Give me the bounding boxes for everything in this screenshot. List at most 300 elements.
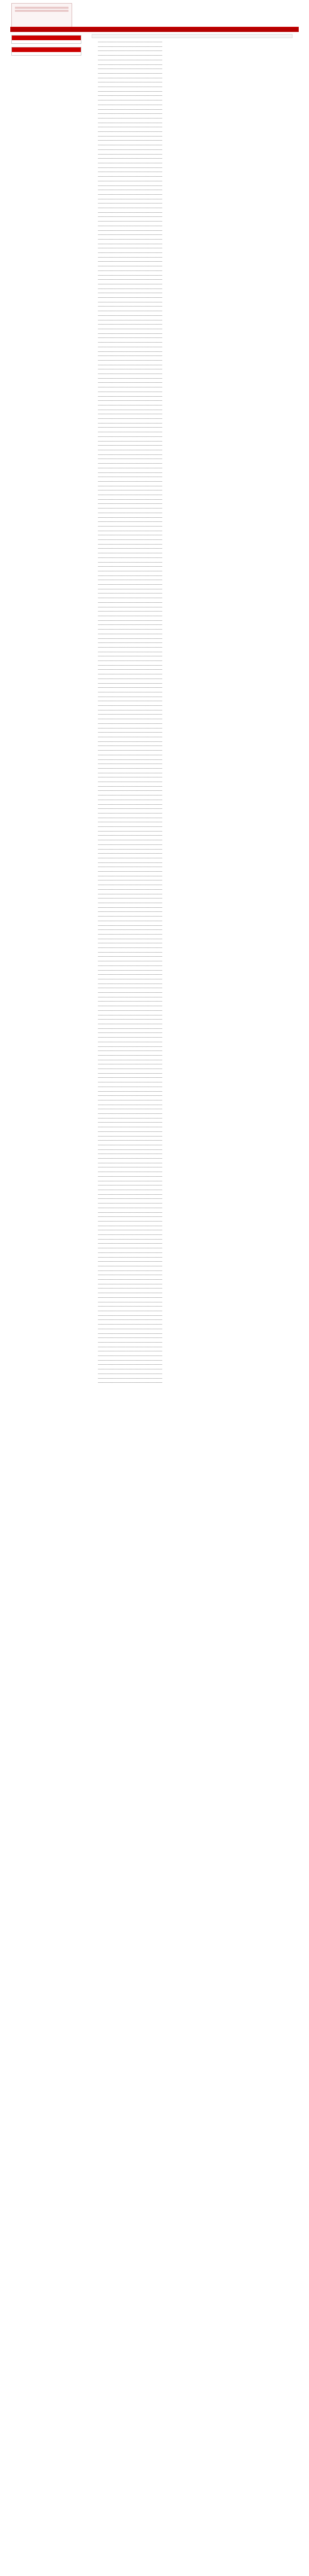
article-paragraph: ••••••••••••••••••••••••••••••••••••••••••••••••••••••••••• [98,722,163,725]
article-paragraph: ••••••••••••••••••••••••••••••••••••••••••••••••••••••••••• [98,1310,163,1312]
article-paragraph: ••••••••••••••••••••••••••••••••••••••••••••••••••••••••••• [98,1265,163,1267]
article-paragraph: ••••••••••••••••••••••••••••••••••••••••••••••••••••••••••• [98,556,163,559]
article-paragraph: ••••••••••••••••••••••••••••••••••••••••••••••••••••••••••• [98,790,163,792]
article-paragraph: ••••••••••••••••••••••••••••••••••••••••••••••••••••••••••• [98,306,163,308]
article-paragraph: ••••••••••••••••••••••••••••••••••••••••••••••••••••••••••• [98,772,163,774]
article-paragraph: ••••••••••••••••••••••••••••••••••••••••••••••••••••••••••• [98,871,163,873]
article-paragraph: ••••••••••••••••••••••••••••••••••••••••••••••••••••••••••• [98,431,163,434]
article-paragraph: ••••••••••••••••••••••••••••••••••••••••••••••••••••••••••• [98,808,163,810]
article-paragraph: ••••••••••••••••••••••••••••••••••••••••••••••••••••••••••• [98,857,163,859]
article-paragraph: ••••••••••••••••••••••••••••••••••••••••••••••••••••••••••• [98,574,163,577]
article-paragraph: ••••••••••••••••••••••••••••••••••••••••••••••••••••••••••• [98,364,163,366]
article-paragraph: ••••••••••••••••••••••••••••••••••••••••••••••••••••••••••• [98,1126,163,1129]
article-paragraph: ••••••••••••••••••••••••••••••••••••••••••••••••••••••••••• [98,902,163,904]
article-paragraph: ••••••••••••••••••••••••••••••••••••••••••••••••••••••••••• [98,1059,163,1061]
article-paragraph: ••••••••••••••••••••••••••••••••••••••••••••••••••••••••••• [98,279,163,281]
article-paragraph: ••••••••••••••••••••••••••••••••••••••••••••••••••••••••••• [98,427,163,429]
article-paragraph: ••••••••••••••••••••••••••••••••••••••••••••••••••••••••••• [98,332,163,335]
article-paragraph: ••••••••••••••••••••••••••••••••••••••••••••••••••••••••••• [98,561,163,564]
article-paragraph: ••••••••••••••••••••••••••••••••••••••••••••••••••••••••••• [98,879,163,882]
article-paragraph: ••••••••••••••••••••••••••••••••••••••••••••••••••••••••••• [98,1045,163,1048]
article-paragraph: ••••••••••••••••••••••••••••••••••••••••••••••••••••••••••• [98,1027,163,1030]
article-paragraph: ••••••••••••••••••••••••••••••••••••••••••••••••••••••••••• [98,153,163,156]
article-paragraph: ••••••••••••••••••••••••••••••••••••••••••••••••••••••••••• [98,1135,163,1138]
article-paragraph: ••••••••••••••••••••••••••••••••••••••••••••••••••••••••••• [98,669,163,671]
article-paragraph: ••••••••••••••••••••••••••••••••••••••••••••••••••••••••••• [98,471,163,474]
article-paragraph: ••••••••••••••••••••••••••••••••••••••••••••••••••••••••••• [98,494,163,497]
article-paragraph: ••••••••••••••••••••••••••••••••••••••••••••••••••••••••••• [98,1081,163,1084]
article-paragraph: ••••••••••••••••••••••••••••••••••••••••••••••••••••••••••• [98,252,163,255]
article-paragraph: ••••••••••••••••••••••••••••••••••••••••••••••••••••••••••• [98,400,163,402]
article-paragraph: ••••••••••••••••••••••••••••••••••••••••••••••••••••••••••• [98,826,163,828]
article-paragraph: ••••••••••••••••••••••••••••••••••••••••••••••••••••••••••• [98,1189,163,1191]
article-paragraph: ••••••••••••••••••••••••••••••••••••••••••••••••••••••••••• [98,740,163,743]
article-paragraph: ••••••••••••••••••••••••••••••••••••••••••••••••••••••••••• [98,95,163,97]
article-paragraph: ••••••••••••••••••••••••••••••••••••••••••••••••••••••••••• [98,171,163,174]
article-paragraph: ••••••••••••••••••••••••••••••••••••••••••••••••••••••••••• [98,714,163,716]
article-paragraph: ••••••••••••••••••••••••••••••••••••••••••••••••••••••••••• [98,1350,163,1353]
article-paragraph: ••••••••••••••••••••••••••••••••••••••••••••••••••••••••••• [98,861,163,864]
article-paragraph: ••••••••••••••••••••••••••••••••••••••••••••••••••••••••••• [98,449,163,451]
article-paragraph: ••••••••••••••••••••••••••••••••••••••••••••••••••••••••••• [98,122,163,124]
article-paragraph: ••••••••••••••••••••••••••••••••••••••••••••••••••••••••••• [98,1166,163,1169]
article-paragraph: ••••••••••••••••••••••••••••••••••••••••••••••••••••••••••• [98,691,163,693]
logo[interactable] [165,1,278,25]
article-paragraph: ••••••••••••••••••••••••••••••••••••••••••••••••••••••••••• [98,938,163,940]
nav-bar [10,28,299,32]
article-paragraph: ••••••••••••••••••••••••••••••••••••••••••••••••••••••••••• [98,629,163,631]
panel-1 [11,35,81,44]
date-bar [92,34,293,38]
panel-2-heading [12,47,81,52]
article-paragraph: ••••••••••••••••••••••••••••••••••••••••••••••••••••••••••• [98,673,163,676]
article-paragraph: ••••••••••••••••••••••••••••••••••••••••••••••••••••••••••• [98,418,163,420]
article-paragraph: ••••••••••••••••••••••••••••••••••••••••••••••••••••••••••• [98,292,163,295]
article-paragraph: ••••••••••••••••••••••••••••••••••••••••••••••••••••••••••• [98,516,163,519]
article-paragraph: ••••••••••••••••••••••••••••••••••••••••••••••••••••••••••• [98,1037,163,1039]
article-paragraph: ••••••••••••••••••••••••••••••••••••••••••••••••••••••••••• [98,696,163,698]
article-paragraph: ••••••••••••••••••••••••••••••••••••••••••••••••••••••••••• [98,597,163,600]
article-paragraph: ••••••••••••••••••••••••••••••••••••••••••••••••••••••••••• [98,1364,163,1366]
article-paragraph: ••••••••••••••••••••••••••••••••••••••••••••••••••••••••••• [98,1122,163,1124]
article-paragraph: ••••••••••••••••••••••••••••••••••••••••••••••••••••••••••• [98,355,163,358]
article-paragraph: ••••••••••••••••••••••••••••••••••••••••••••••••••••••••••• [98,1005,163,1008]
article-paragraph: ••••••••••••••••••••••••••••••••••••••••••••••••••••••••••• [98,117,163,120]
article-paragraph: ••••••••••••••••••••••••••••••••••••••••••••••••••••••••••• [98,274,163,277]
article-paragraph: ••••••••••••••••••••••••••••••••••••••••••••••••••••••••••• [98,758,163,761]
article-paragraph: ••••••••••••••••••••••••••••••••••••••••••••••••••••••••••• [98,763,163,766]
article-paragraph: ••••••••••••••••••••••••••••••••••••••••••••••••••••••••••• [98,189,163,192]
article-paragraph: ••••••••••••••••••••••••••••••••••••••••••••••••••••••••••• [98,1319,163,1321]
article-paragraph: ••••••••••••••••••••••••••••••••••••••••••••••••••••••••••• [98,458,163,461]
article-paragraph: ••••••••••••••••••••••••••••••••••••••••••••••••••••••••••• [98,543,163,546]
article-paragraph: ••••••••••••••••••••••••••••••••••••••••••••••••••••••••••• [98,767,163,770]
article-paragraph: ••••••••••••••••••••••••••••••••••••••••••••••••••••••••••• [98,682,163,685]
article-paragraph: ••••••••••••••••••••••••••••••••••••••••••••••••••••••••••• [98,50,163,53]
article-paragraph: ••••••••••••••••••••••••••••••••••••••••••••••••••••••••••• [98,1068,163,1071]
article-paragraph: ••••••••••••••••••••••••••••••••••••••••••••••••••••••••••• [98,1001,163,1003]
article-paragraph: ••••••••••••••••••••••••••••••••••••••••••••••••••••••••••• [98,606,163,608]
article-paragraph: ••••••••••••••••••••••••••••••••••••••••••••••••••••••••••• [98,342,163,344]
article-paragraph: ••••••••••••••••••••••••••••••••••••••••••••••••••••••••••• [98,287,163,290]
article-paragraph: ••••••••••••••••••••••••••••••••••••••••••••••••••••••••••• [98,745,163,748]
article-paragraph: ••••••••••••••••••••••••••••••••••••••••••••••••••••••••••• [98,1175,163,1178]
article-paragraph: ••••••••••••••••••••••••••••••••••••••••••••••••••••••••••• [98,81,163,84]
header [10,0,299,32]
article-paragraph: ••••••••••••••••••••••••••••••••••••••••••••••••••••••••••• [98,1269,163,1272]
article-paragraph: ••••••••••••••••••••••••••••••••••••••••••••••••••••••••••• [98,1274,163,1277]
article-paragraph: ••••••••••••••••••••••••••••••••••••••••••••••••••••••••••• [98,435,163,438]
article-paragraph: ••••••••••••••••••••••••••••••••••••••••••••••••••••••••••• [98,1054,163,1057]
article-paragraph: ••••••••••••••••••••••••••••••••••••••••••••••••••••••••••• [98,579,163,582]
article-paragraph: ••••••••••••••••••••••••••••••••••••••••••••••••••••••••••• [98,350,163,353]
article-paragraph: ••••••••••••••••••••••••••••••••••••••••••••••••••••••••••• [98,1077,163,1079]
article-paragraph: ••••••••••••••••••••••••••••••••••••••••••••••••••••••••••• [98,1346,163,1348]
article-paragraph: ••••••••••••••••••••••••••••••••••••••••••••••••••••••••••• [98,301,163,303]
article-paragraph: ••••••••••••••••••••••••••••••••••••••••••••••••••••••••••• [98,1117,163,1120]
article-paragraph: ••••••••••••••••••••••••••••••••••••••••••••••••••••••••••• [98,651,163,653]
article-paragraph: ••••••••••••••••••••••••••••••••••••••••••••••••••••••••••• [98,1372,163,1375]
article-paragraph: ••••••••••••••••••••••••••••••••••••••••••••••••••••••••••• [98,817,163,819]
article-paragraph: ••••••••••••••••••••••••••••••••••••••••••••••••••••••••••• [98,776,163,779]
article-paragraph: ••••••••••••••••••••••••••••••••••••••••••••••••••••••••••• [98,386,163,389]
article-paragraph: ••••••••••••••••••••••••••••••••••••••••••••••••••••••••••• [98,1180,163,1182]
article-paragraph: ••••••••••••••••••••••••••••••••••••••••••••••••••••••••••• [98,687,163,689]
article-paragraph: ••••••••••••••••••••••••••••••••••••••••••••••••••••••••••• [98,1359,163,1362]
article-paragraph: ••••••••••••••••••••••••••••••••••••••••••••••••••••••••••• [98,893,163,895]
article-paragraph: ••••••••••••••••••••••••••••••••••••••••••••••••••••••••••• [98,1041,163,1043]
article-paragraph: ••••••••••••••••••••••••••••••••••••••••••••••••••••••••••• [98,982,163,985]
article-paragraph: ••••••••••••••••••••••••••••••••••••••••••••••••••••••••••• [98,1099,163,1101]
article-paragraph: ••••••••••••••••••••••••••••••••••••••••••••••••••••••••••• [98,1328,163,1330]
article-paragraph: ••••••••••••••••••••••••••••••••••••••••••••••••••••••••••• [98,247,163,250]
article-paragraph: ••••••••••••••••••••••••••••••••••••••••••••••••••••••••••• [98,781,163,784]
article-paragraph: ••••••••••••••••••••••••••••••••••••••••••••••••••••••••••• [98,660,163,663]
article-paragraph: ••••••••••••••••••••••••••••••••••••••••••••••••••••••••••• [98,324,163,326]
article-paragraph: ••••••••••••••••••••••••••••••••••••••••••••••••••••••••••• [98,265,163,268]
article-paragraph: ••••••••••••••••••••••••••••••••••••••••••••••••••••••••••• [98,947,163,950]
article-body [92,41,293,1385]
article-paragraph: ••••••••••••••••••••••••••••••••••••••••••••••••••••••••••• [98,463,163,465]
article-paragraph: ••••••••••••••••••••••••••••••••••••••••••••••••••••••••••• [98,830,163,833]
article-paragraph: ••••••••••••••••••••••••••••••••••••••••••••••••••••••••••• [98,677,163,680]
article-paragraph: ••••••••••••••••••••••••••••••••••••••••••••••••••••••••••• [98,835,163,837]
article-paragraph: ••••••••••••••••••••••••••••••••••••••••••••••••••••••••••• [98,548,163,550]
article-paragraph: ••••••••••••••••••••••••••••••••••••••••••••••••••••••••••• [98,1023,163,1025]
article-paragraph: ••••••••••••••••••••••••••••••••••••••••••••••••••••••••••• [98,314,163,317]
article-paragraph: ••••••••••••••••••••••••••••••••••••••••••••••••••••••••••• [98,68,163,71]
article-paragraph: ••••••••••••••••••••••••••••••••••••••••••••••••••••••••••• [98,1090,163,1093]
article-paragraph: ••••••••••••••••••••••••••••••••••••••••••••••••••••••••••• [98,1355,163,1358]
article-paragraph: ••••••••••••••••••••••••••••••••••••••••••••••••••••••••••• [98,1341,163,1344]
brand-box [11,3,72,29]
article-paragraph: ••••••••••••••••••••••••••••••••••••••••••••••••••••••••••• [98,310,163,313]
article-paragraph: ••••••••••••••••••••••••••••••••••••••••••••••••••••••••••• [98,530,163,532]
article-paragraph: ••••••••••••••••••••••••••••••••••••••••••••••••••••••••••• [98,377,163,380]
article-paragraph: ••••••••••••••••••••••••••••••••••••••••••••••••••••••••••• [98,1306,163,1308]
article-paragraph: ••••••••••••••••••••••••••••••••••••••••••••••••••••••••••• [98,99,163,102]
article-paragraph: ••••••••••••••••••••••••••••••••••••••••••••••••••••••••••• [98,1229,163,1232]
article-paragraph: ••••••••••••••••••••••••••••••••••••••••••••••••••••••••••• [98,615,163,617]
article-paragraph: ••••••••••••••••••••••••••••••••••••••••••••••••••••••••••• [98,77,163,79]
article-paragraph: ••••••••••••••••••••••••••••••••••••••••••••••••••••••••••• [98,1072,163,1075]
article-paragraph: ••••••••••••••••••••••••••••••••••••••••••••••••••••••••••• [98,920,163,922]
article-paragraph: ••••••••••••••••••••••••••••••••••••••••••••••••••••••••••• [98,906,163,909]
article-paragraph: ••••••••••••••••••••••••••••••••••••••••••••••••••••••••••• [98,978,163,980]
article-paragraph: ••••••••••••••••••••••••••••••••••••••••••••••••••••••••••• [98,476,163,479]
article-paragraph: ••••••••••••••••••••••••••••••••••••••••••••••••••••••••••• [98,359,163,362]
article-paragraph: ••••••••••••••••••••••••••••••••••••••••••••••••••••••••••• [98,1009,163,1012]
article-paragraph: ••••••••••••••••••••••••••••••••••••••••••••••••••••••••••• [98,148,163,151]
article-paragraph: ••••••••••••••••••••••••••••••••••••••••••••••••••••••••••• [98,1153,163,1156]
article-paragraph: ••••••••••••••••••••••••••••••••••••••••••••••••••••••••••• [98,987,163,990]
article-paragraph: ••••••••••••••••••••••••••••••••••••••••••••••••••••••••••• [98,1148,163,1151]
article-paragraph: ••••••••••••••••••••••••••••••••••••••••••••••••••••••••••• [98,41,163,43]
article-paragraph: ••••••••••••••••••••••••••••••••••••••••••••••••••••••••••• [98,404,163,406]
article-paragraph: ••••••••••••••••••••••••••••••••••••••••••••••••••••••••••• [98,382,163,384]
article-paragraph: ••••••••••••••••••••••••••••••••••••••••••••••••••••••••••• [98,1095,163,1097]
article-paragraph: ••••••••••••••••••••••••••••••••••••••••••••••••••••••••••• [98,619,163,622]
article-paragraph: ••••••••••••••••••••••••••••••••••••••••••••••••••••••••••• [98,700,163,703]
panel-1-heading [12,36,81,40]
article-paragraph: ••••••••••••••••••••••••••••••••••••••••••••••••••••••••••• [98,911,163,913]
article-paragraph: ••••••••••••••••••••••••••••••••••••••••••••••••••••••••••• [98,413,163,416]
article-paragraph: ••••••••••••••••••••••••••••••••••••••••••••••••••••••••••• [98,45,163,48]
article-paragraph: ••••••••••••••••••••••••••••••••••••••••••••••••••••••••••• [98,888,163,891]
article-paragraph: ••••••••••••••••••••••••••••••••••••••••••••••••••••••••••• [98,184,163,187]
article-paragraph: ••••••••••••••••••••••••••••••••••••••••••••••••••••••••••• [98,1337,163,1340]
article-paragraph: ••••••••••••••••••••••••••••••••••••••••••••••••••••••••••• [98,611,163,613]
article-paragraph: ••••••••••••••••••••••••••••••••••••••••••••••••••••••••••• [98,395,163,398]
article-paragraph: ••••••••••••••••••••••••••••••••••••••••••••••••••••••••••• [98,570,163,572]
article-paragraph: ••••••••••••••••••••••••••••••••••••••••••••••••••••••••••• [98,1324,163,1326]
article-paragraph: ••••••••••••••••••••••••••••••••••••••••••••••••••••••••••• [98,1296,163,1299]
article-paragraph: ••••••••••••••••••••••••••••••••••••••••••••••••••••••••••• [98,754,163,756]
article-paragraph: ••••••••••••••••••••••••••••••••••••••••••••••••••••••••••• [98,956,163,958]
article-paragraph: ••••••••••••••••••••••••••••••••••••••••••••••••••••••••••• [98,996,163,998]
article-paragraph: ••••••••••••••••••••••••••••••••••••••••••••••••••••••••••• [98,839,163,842]
article-paragraph: ••••••••••••••••••••••••••••••••••••••••••••••••••••••••••• [98,992,163,994]
article-paragraph: ••••••••••••••••••••••••••••••••••••••••••••••••••••••••••• [98,512,163,514]
article-paragraph: ••••••••••••••••••••••••••••••••••••••••••••••••••••••••••• [98,1130,163,1133]
article-paragraph: ••••••••••••••••••••••••••••••••••••••••••••••••••••••••••• [98,55,163,57]
article-paragraph: ••••••••••••••••••••••••••••••••••••••••••••••••••••••••••• [98,485,163,487]
article-paragraph: ••••••••••••••••••••••••••••••••••••••••••••••••••••••••••• [98,256,163,259]
article-paragraph: ••••••••••••••••••••••••••••••••••••••••••••••••••••••••••• [98,785,163,788]
article-paragraph: ••••••••••••••••••••••••••••••••••••••••••••••••••••••••••• [98,1279,163,1281]
article-paragraph: ••••••••••••••••••••••••••••••••••••••••••••••••••••••••••• [98,646,163,649]
article-paragraph: ••••••••••••••••••••••••••••••••••••••••••••••••••••••••••• [98,225,163,227]
article-paragraph: ••••••••••••••••••••••••••••••••••••••••••••••••••••••••••• [98,633,163,635]
article-paragraph: ••••••••••••••••••••••••••••••••••••••••••••••••••••••••••• [98,135,163,138]
article-paragraph: ••••••••••••••••••••••••••••••••••••••••••••••••••••••••••• [98,63,163,66]
page [10,0,299,2576]
article-paragraph: ••••••••••••••••••••••••••••••••••••••••••••••••••••••••••• [98,884,163,887]
article-paragraph: ••••••••••••••••••••••••••••••••••••••••••••••••••••••••••• [98,929,163,931]
article-column [92,34,293,1386]
article-paragraph: ••••••••••••••••••••••••••••••••••••••••••••••••••••••••••• [98,1050,163,1053]
article-paragraph: ••••••••••••••••••••••••••••••••••••••••••••••••••••••••••• [98,391,163,393]
article-paragraph: ••••••••••••••••••••••••••••••••••••••••••••••••••••••••••• [98,445,163,447]
article-paragraph: ••••••••••••••••••••••••••••••••••••••••••••••••••••••••••• [98,1184,163,1187]
left-column [11,35,81,59]
article-paragraph: ••••••••••••••••••••••••••••••••••••••••••••••••••••••••••• [98,1019,163,1021]
article-paragraph: ••••••••••••••••••••••••••••••••••••••••••••••••••••••••••• [98,521,163,523]
article-paragraph: ••••••••••••••••••••••••••••••••••••••••••••••••••••••••••• [98,727,163,730]
article-paragraph: ••••••••••••••••••••••••••••••••••••••••••••••••••••••••••• [98,1234,163,1236]
article-paragraph: ••••••••••••••••••••••••••••••••••••••••••••••••••••••••••• [98,655,163,658]
article-paragraph: ••••••••••••••••••••••••••••••••••••••••••••••••••••••••••• [98,108,163,111]
article-paragraph: ••••••••••••••••••••••••••••••••••••••••••••••••••••••••••• [98,566,163,568]
article-paragraph: ••••••••••••••••••••••••••••••••••••••••••••••••••••••••••• [98,1144,163,1146]
article-paragraph: ••••••••••••••••••••••••••••••••••••••••••••••••••••••••••• [98,843,163,846]
article-paragraph: ••••••••••••••••••••••••••••••••••••••••••••••••••••••••••• [98,261,163,263]
article-paragraph: ••••••••••••••••••••••••••••••••••••••••••••••••••••••••••• [98,440,163,443]
article-paragraph: ••••••••••••••••••••••••••••••••••••••••••••••••••••••••••• [98,951,163,954]
article-paragraph: ••••••••••••••••••••••••••••••••••••••••••••••••••••••••••• [98,539,163,541]
article-paragraph: ••••••••••••••••••••••••••••••••••••••••••••••••••••••••••• [98,202,163,205]
article-paragraph: ••••••••••••••••••••••••••••••••••••••••••••••••••••••••••• [98,1332,163,1335]
article-paragraph: ••••••••••••••••••••••••••••••••••••••••••••••••••••••••••• [98,1225,163,1227]
article-paragraph: ••••••••••••••••••••••••••••••••••••••••••••••••••••••••••• [98,960,163,963]
article-paragraph: ••••••••••••••••••••••••••••••••••••••••••••••••••••••••••• [98,453,163,456]
article-paragraph: ••••••••••••••••••••••••••••••••••••••••••••••••••••••••••• [98,601,163,604]
article-paragraph: ••••••••••••••••••••••••••••••••••••••••••••••••••••••••••• [98,1216,163,1218]
article-paragraph: ••••••••••••••••••••••••••••••••••••••••••••••••••••••••••• [98,974,163,976]
article-paragraph: ••••••••••••••••••••••••••••••••••••••••••••••••••••••••••• [98,821,163,824]
article-paragraph: ••••••••••••••••••••••••••••••••••••••••••••••••••••••••••• [98,1261,163,1263]
article-paragraph: ••••••••••••••••••••••••••••••••••••••••••••••••••••••••••• [98,584,163,586]
article-paragraph: ••••••••••••••••••••••••••••••••••••••••••••••••••••••••••• [98,1207,163,1209]
article-paragraph: ••••••••••••••••••••••••••••••••••••••••••••••••••••••••••• [98,126,163,129]
article-paragraph: ••••••••••••••••••••••••••••••••••••••••••••••••••••••••••• [98,942,163,945]
article-paragraph: ••••••••••••••••••••••••••••••••••••••••••••••••••••••••••• [98,732,163,734]
article-paragraph: ••••••••••••••••••••••••••••••••••••••••••••••••••••••••••• [98,588,163,590]
article-paragraph: ••••••••••••••••••••••••••••••••••••••••••••••••••••••••••• [98,750,163,752]
article-paragraph: ••••••••••••••••••••••••••••••••••••••••••••••••••••••••••• [98,637,163,640]
article-paragraph: ••••••••••••••••••••••••••••••••••••••••••••••••••••••••••• [98,534,163,537]
article-paragraph: ••••••••••••••••••••••••••••••••••••••••••••••••••••••••••• [98,718,163,721]
article-paragraph: ••••••••••••••••••••••••••••••••••••••••••••••••••••••••••• [98,1171,163,1174]
article-paragraph: ••••••••••••••••••••••••••••••••••••••••••••••••••••••••••• [98,624,163,626]
article-paragraph: ••••••••••••••••••••••••••••••••••••••••••••••••••••••••••• [98,924,163,927]
article-paragraph: ••••••••••••••••••••••••••••••••••••••••••••••••••••••••••• [98,1113,163,1115]
article-paragraph: ••••••••••••••••••••••••••••••••••••••••••••••••••••••••••• [98,489,163,492]
article-paragraph: ••••••••••••••••••••••••••••••••••••••••••••••••••••••••••• [98,1086,163,1088]
article-paragraph: ••••••••••••••••••••••••••••••••••••••••••••••••••••••••••• [98,1243,163,1245]
article-paragraph: ••••••••••••••••••••••••••••••••••••••••••••••••••••••••••• [98,642,163,645]
article-paragraph: ••••••••••••••••••••••••••••••••••••••••••••••••••••••••••• [98,969,163,972]
article-paragraph: ••••••••••••••••••••••••••••••••••••••••••••••••••••••••••• [98,328,163,330]
article-paragraph: ••••••••••••••••••••••••••••••••••••••••••••••••••••••••••• [98,176,163,178]
article-paragraph: ••••••••••••••••••••••••••••••••••••••••••••••••••••••••••• [98,1193,163,1196]
article-paragraph: ••••••••••••••••••••••••••••••••••••••••••••••••••••••••••• [98,72,163,75]
article-paragraph: ••••••••••••••••••••••••••••••••••••••••••••••••••••••••••• [98,198,163,200]
article-paragraph: ••••••••••••••••••••••••••••••••••••••••••••••••••••••••••• [98,664,163,667]
article-paragraph: ••••••••••••••••••••••••••••••••••••••••••••••••••••••••••• [98,467,163,469]
article-paragraph: ••••••••••••••••••••••••••••••••••••••••••••••••••••••••••• [98,1014,163,1016]
article-paragraph: ••••••••••••••••••••••••••••••••••••••••••••••••••••••••••• [98,1377,163,1380]
article-paragraph: ••••••••••••••••••••••••••••••••••••••••••••••••••••••••••• [98,552,163,555]
article-paragraph: ••••••••••••••••••••••••••••••••••••••••••••••••••••••••••• [98,238,163,241]
article-paragraph: ••••••••••••••••••••••••••••••••••••••••••••••••••••••••••• [98,480,163,483]
article-paragraph: ••••••••••••••••••••••••••••••••••••••••••••••••••••••••••• [98,140,163,142]
article-paragraph: ••••••••••••••••••••••••••••••••••••••••••••••••••••••••••• [98,216,163,218]
article-paragraph: ••••••••••••••••••••••••••••••••••••••••••••••••••••••••••• [98,337,163,340]
article-paragraph: ••••••••••••••••••••••••••••••••••••••••••••••••••••••••••• [98,1251,163,1254]
article-paragraph: ••••••••••••••••••••••••••••••••••••••••••••••••••••••••••• [98,346,163,348]
article-paragraph: ••••••••••••••••••••••••••••••••••••••••••••••••••••••••••• [98,86,163,89]
article-paragraph: ••••••••••••••••••••••••••••••••••••••••••••••••••••••••••• [98,59,163,61]
article-paragraph: ••••••••••••••••••••••••••••••••••••••••••••••••••••••••••• [98,1220,163,1223]
article-paragraph: ••••••••••••••••••••••••••••••••••••••••••••••••••••••••••• [98,794,163,797]
article-paragraph: ••••••••••••••••••••••••••••••••••••••••••••••••••••••••••• [98,812,163,815]
article-paragraph: ••••••••••••••••••••••••••••••••••••••••••••••••••••••••••• [98,848,163,851]
article-paragraph: ••••••••••••••••••••••••••••••••••••••••••••••••••••••••••• [98,1104,163,1106]
article-paragraph: ••••••••••••••••••••••••••••••••••••••••••••••••••••••••••• [98,964,163,967]
article-paragraph: ••••••••••••••••••••••••••••••••••••••••••••••••••••••••••• [98,319,163,321]
article-paragraph: ••••••••••••••••••••••••••••••••••••••••••••••••••••••••••• [98,1368,163,1371]
article-paragraph: ••••••••••••••••••••••••••••••••••••••••••••••••••••••••••• [98,1247,163,1250]
article-paragraph: ••••••••••••••••••••••••••••••••••••••••••••••••••••••••••• [98,297,163,299]
article-paragraph: ••••••••••••••••••••••••••••••••••••••••••••••••••••••••••• [98,158,163,160]
article-paragraph: ••••••••••••••••••••••••••••••••••••••••••••••••••••••••••• [98,409,163,411]
article-paragraph: ••••••••••••••••••••••••••••••••••••••••••••••••••••••••••• [98,104,163,106]
article-paragraph: ••••••••••••••••••••••••••••••••••••••••••••••••••••••••••• [98,1108,163,1111]
article-paragraph: ••••••••••••••••••••••••••••••••••••••••••••••••••••••••••• [98,373,163,376]
article-paragraph: ••••••••••••••••••••••••••••••••••••••••••••••••••••••••••• [98,368,163,371]
article-paragraph: ••••••••••••••••••••••••••••••••••••••••••••••••••••••••••• [98,207,163,210]
article-paragraph: ••••••••••••••••••••••••••••••••••••••••••••••••••••••••••• [98,131,163,133]
article-paragraph: ••••••••••••••••••••••••••••••••••••••••••••••••••••••••••• [98,221,163,223]
article-paragraph: ••••••••••••••••••••••••••••••••••••••••••••••••••••••••••• [98,1198,163,1200]
article-paragraph: ••••••••••••••••••••••••••••••••••••••••••••••••••••••••••• [98,211,163,214]
article-paragraph: ••••••••••••••••••••••••••••••••••••••••••••••••••••••••••• [98,507,163,510]
article-paragraph: ••••••••••••••••••••••••••••••••••••••••••••••••••••••••••• [98,90,163,93]
article-paragraph: ••••••••••••••••••••••••••••••••••••••••••••••••••••••••••• [98,283,163,285]
article-paragraph: ••••••••••••••••••••••••••••••••••••••••••••••••••••••••••• [98,705,163,707]
article-paragraph: ••••••••••••••••••••••••••••••••••••••••••••••••••••••••••• [98,269,163,272]
article-paragraph: ••••••••••••••••••••••••••••••••••••••••••••••••••••••••••• [98,113,163,115]
article-paragraph: ••••••••••••••••••••••••••••••••••••••••••••••••••••••••••• [98,1283,163,1285]
article-paragraph: ••••••••••••••••••••••••••••••••••••••••••••••••••••••••••• [98,422,163,425]
article-paragraph: ••••••••••••••••••••••••••••••••••••••••••••••••••••••••••• [98,866,163,869]
article-paragraph: ••••••••••••••••••••••••••••••••••••••••••••••••••••••••••• [98,875,163,877]
article-paragraph: ••••••••••••••••••••••••••••••••••••••••••••••••••••••••••• [98,1287,163,1290]
article-paragraph: ••••••••••••••••••••••••••••••••••••••••••••••••••••••••••• [98,229,163,232]
article-paragraph: ••••••••••••••••••••••••••••••••••••••••••••••••••••••••••• [98,234,163,236]
article-paragraph: ••••••••••••••••••••••••••••••••••••••••••••••••••••••••••• [98,1301,163,1303]
article-paragraph: ••••••••••••••••••••••••••••••••••••••••••••••••••••••••••• [98,144,163,147]
article-paragraph: ••••••••••••••••••••••••••••••••••••••••••••••••••••••••••• [98,1202,163,1205]
article-paragraph: ••••••••••••••••••••••••••••••••••••••••••••••••••••••••••• [98,709,163,711]
article-paragraph: ••••••••••••••••••••••••••••••••••••••••••••••••••••••••••• [98,592,163,595]
article-paragraph: ••••••••••••••••••••••••••••••••••••••••••••••••••••••••••• [98,1382,163,1384]
article-paragraph: ••••••••••••••••••••••••••••••••••••••••••••••••••••••••••• [98,1292,163,1295]
article-paragraph: ••••••••••••••••••••••••••••••••••••••••••••••••••••••••••• [98,1314,163,1317]
article-paragraph: ••••••••••••••••••••••••••••••••••••••••••••••••••••••••••• [98,498,163,501]
article-paragraph: ••••••••••••••••••••••••••••••••••••••••••••••••••••••••••• [98,1256,163,1259]
article-paragraph: ••••••••••••••••••••••••••••••••••••••••••••••••••••••••••• [98,897,163,900]
article-paragraph: ••••••••••••••••••••••••••••••••••••••••••••••••••••••••••• [98,193,163,196]
article-paragraph: ••••••••••••••••••••••••••••••••••••••••••••••••••••••••••• [98,1063,163,1066]
article-paragraph: ••••••••••••••••••••••••••••••••••••••••••••••••••••••••••• [98,1162,163,1164]
article-paragraph: ••••••••••••••••••••••••••••••••••••••••••••••••••••••••••• [98,1140,163,1142]
panel-2 [11,47,81,56]
article-paragraph: ••••••••••••••••••••••••••••••••••••••••••••••••••••••••••• [98,803,163,806]
article-paragraph: ••••••••••••••••••••••••••••••••••••••••••••••••••••••••••• [98,1211,163,1214]
article-paragraph: ••••••••••••••••••••••••••••••••••••••••••••••••••••••••••• [98,1158,163,1160]
